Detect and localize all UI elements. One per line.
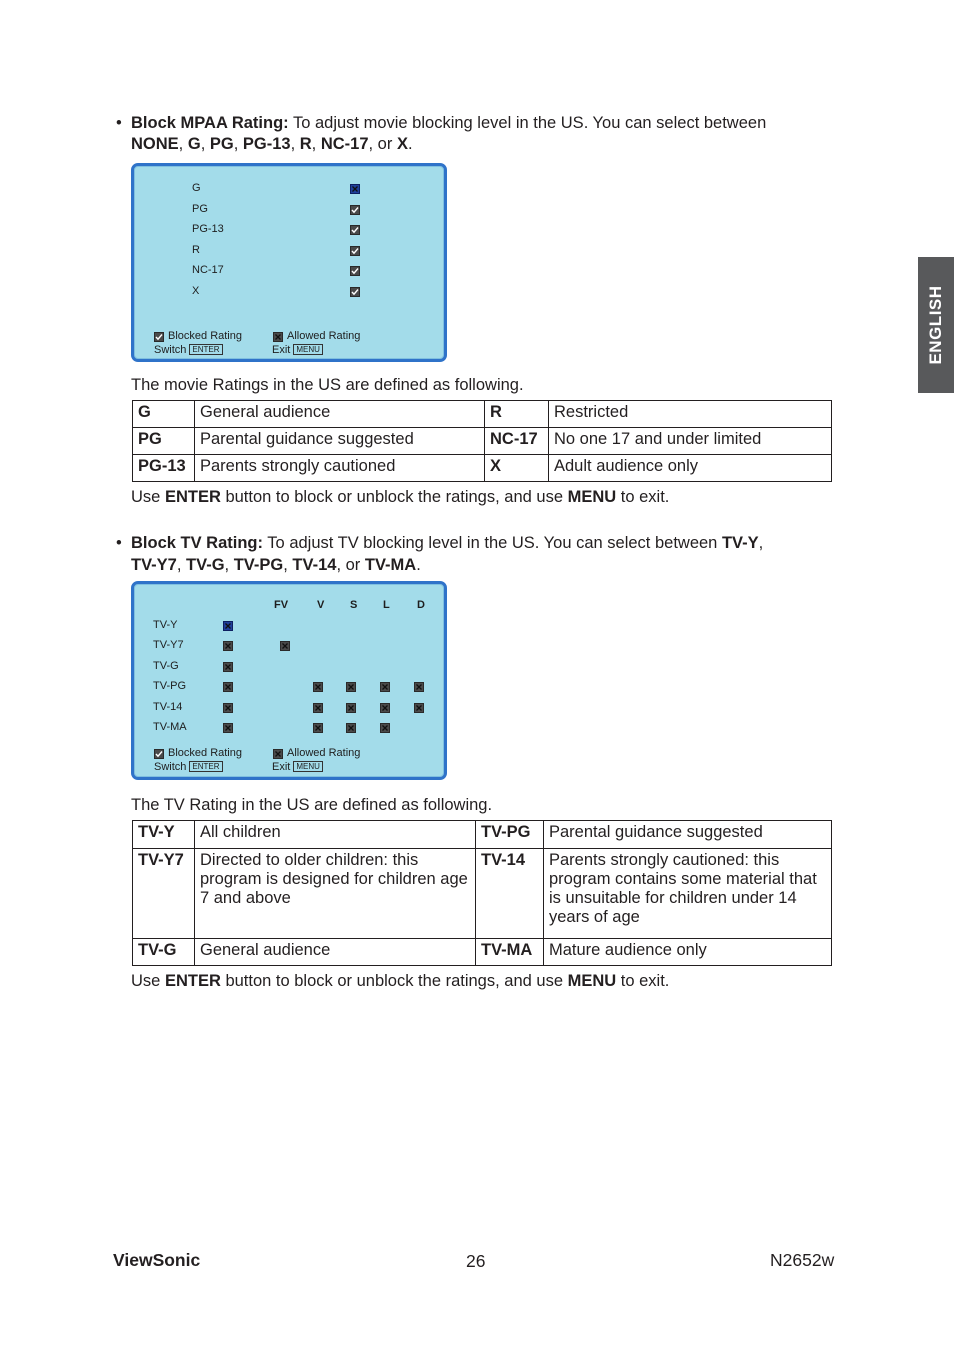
table-row	[133, 401, 832, 428]
mpaa-intro-text: To adjust movie blocking level in the US. You can select between	[288, 114, 767, 132]
osd-row-checkbox[interactable]	[223, 703, 233, 713]
osd-row-checkbox[interactable]	[350, 184, 360, 194]
enter-key-tag: ENTER	[189, 761, 222, 772]
osd-row-label: TV-G	[153, 659, 179, 672]
osd-row-label: NC-17	[192, 264, 224, 276]
bold-term: X	[396, 135, 408, 153]
osd-column-header: S	[350, 599, 358, 611]
rating-description-cell: Parents strongly cautioned: this program contains some material that is unsuitable for children under 14 years of age	[544, 849, 832, 939]
bold-term: PG	[209, 135, 234, 153]
mpaa-bullet: •	[116, 114, 122, 132]
rating-code-cell: TV-14	[476, 849, 544, 939]
bold-term: R	[299, 135, 312, 153]
osd-row-label: PG-13	[192, 223, 224, 235]
rating-code-cell: PG	[133, 428, 195, 455]
text-run: .	[407, 135, 413, 153]
legend-blocked-label: Blocked Rating	[168, 330, 242, 342]
tv-use-line	[131, 971, 669, 992]
osd-cell-checkbox[interactable]	[313, 703, 323, 713]
rating-description-cell: Adult audience only	[549, 455, 832, 482]
mpaa-intro	[131, 113, 831, 134]
language-side-tab	[918, 257, 954, 393]
osd-row-checkbox[interactable]	[223, 723, 233, 733]
footer-brand: ViewSonic	[113, 1250, 201, 1270]
rating-description-cell: Directed to older children: this program is designed for children age 7 and above	[195, 849, 476, 939]
text-run: button to block or unblock the ratings, and use	[220, 972, 568, 990]
rating-description-cell: General audience	[195, 939, 476, 966]
osd-cell-checkbox[interactable]	[346, 703, 356, 713]
blocked-check-icon	[154, 749, 164, 759]
text-run: ,	[200, 135, 210, 153]
osd-cell-checkbox[interactable]	[380, 723, 390, 733]
bold-term: ENTER	[164, 488, 221, 506]
text-run: ,	[224, 556, 234, 574]
tv-intro-runs	[263, 534, 763, 552]
osd-column-header: D	[417, 599, 425, 611]
osd-column-header: V	[317, 599, 325, 611]
rating-description-cell: Mature audience only	[544, 939, 832, 966]
allowed-x-icon	[273, 332, 283, 342]
legend-allowed-label: Allowed Rating	[287, 747, 361, 759]
exit-hint: Exit MENU	[272, 761, 323, 773]
footer-model: N2652w	[770, 1250, 835, 1270]
rating-code-cell: TV-Y	[133, 821, 195, 849]
text-run: .	[416, 556, 421, 574]
tv-rating-table	[132, 820, 832, 966]
footer-page-number: 26	[466, 1251, 486, 1271]
tv-options-line	[131, 555, 421, 576]
bold-term: TV-G	[186, 556, 225, 574]
text-run: ,	[178, 135, 188, 153]
osd-cell-checkbox[interactable]	[346, 682, 356, 692]
mpaa-use-line	[131, 487, 669, 508]
text-run: to exit.	[616, 488, 670, 506]
text-run: ,	[176, 556, 187, 574]
mpaa-rating-table	[132, 400, 832, 482]
text-run: , or	[368, 135, 397, 153]
text-run: , or	[336, 556, 365, 574]
osd-row-checkbox[interactable]	[350, 225, 360, 235]
bold-term: MENU	[567, 972, 617, 990]
osd-row-checkbox[interactable]	[223, 621, 233, 631]
text-run: ,	[758, 534, 764, 552]
rating-description-cell: Parental guidance suggested	[544, 821, 832, 849]
osd-row-label: TV-PG	[153, 680, 187, 693]
osd-cell-checkbox[interactable]	[313, 682, 323, 692]
rating-code-cell: G	[133, 401, 195, 428]
osd-cell-checkbox[interactable]	[414, 703, 424, 713]
rating-description-cell: Parents strongly cautioned	[195, 455, 485, 482]
osd-column-header: FV	[274, 599, 289, 611]
bold-term: ENTER	[164, 972, 221, 990]
osd-row-checkbox[interactable]	[350, 246, 360, 256]
osd-cell-checkbox[interactable]	[380, 703, 390, 713]
switch-hint: Switch ENTER	[154, 761, 223, 773]
osd-column-header: L	[383, 599, 390, 611]
osd-row-checkbox[interactable]	[223, 641, 233, 651]
osd-cell-checkbox[interactable]	[380, 682, 390, 692]
rating-code-cell: R	[485, 401, 549, 428]
rating-code-cell: TV-PG	[476, 821, 544, 849]
osd-row-label: TV-14	[153, 700, 183, 713]
rating-code-cell: PG-13	[133, 455, 195, 482]
text-run: Use	[131, 972, 165, 990]
mpaa-options-line	[131, 134, 413, 155]
bold-term: G	[187, 135, 201, 153]
osd-cell-checkbox[interactable]	[346, 723, 356, 733]
bold-term: MENU	[567, 488, 617, 506]
enter-key-tag: ENTER	[189, 344, 222, 355]
tv-bullet: •	[116, 534, 122, 552]
osd-row-checkbox[interactable]	[223, 682, 233, 692]
legend-allowed-label: Allowed Rating	[287, 330, 361, 342]
osd-row-label: TV-Y7	[153, 639, 184, 652]
allowed-x-icon	[273, 749, 283, 759]
table-row	[133, 428, 832, 455]
text-run: button to block or unblock the ratings, and use	[220, 488, 568, 506]
osd-row-checkbox[interactable]	[350, 287, 360, 297]
osd-row-checkbox[interactable]	[223, 662, 233, 672]
rating-description-cell: General audience	[195, 401, 485, 428]
bold-term: TV-PG	[233, 556, 284, 574]
text-run: Use	[131, 488, 165, 506]
osd-row-label: TV-MA	[153, 721, 187, 733]
text-run: ,	[290, 135, 300, 153]
switch-hint: Switch ENTER	[154, 344, 223, 356]
bold-term: NONE	[131, 135, 179, 153]
rating-code-cell: TV-MA	[476, 939, 544, 966]
tv-defined-text: The TV Rating in the US are defined as following.	[131, 796, 493, 814]
tv-osd-panel	[131, 581, 447, 780]
osd-cell-checkbox[interactable]	[313, 723, 323, 733]
rating-code-cell: X	[485, 455, 549, 482]
osd-cell-checkbox[interactable]	[414, 682, 424, 692]
table-row	[133, 821, 832, 849]
rating-description-cell: Restricted	[549, 401, 832, 428]
osd-row-label: R	[192, 243, 200, 256]
mpaa-defined-text: The movie Ratings in the US are defined as following.	[131, 376, 524, 394]
tv-intro	[131, 533, 831, 554]
osd-row-label: TV-Y	[153, 619, 178, 631]
menu-key-tag: MENU	[293, 344, 323, 355]
osd-row-label: PG	[192, 202, 208, 215]
language-tab-label: ENGLISH	[926, 285, 945, 365]
text-run: To adjust TV blocking level in the US. You can select between	[263, 534, 722, 552]
menu-key-tag: MENU	[293, 761, 323, 772]
blocked-check-icon	[154, 332, 164, 342]
bold-term: NC-17	[320, 135, 369, 153]
rating-description-cell: Parental guidance suggested	[195, 428, 485, 455]
rating-description-cell: No one 17 and under limited	[549, 428, 832, 455]
table-row	[133, 849, 832, 939]
osd-row-checkbox[interactable]	[350, 205, 360, 215]
legend-blocked-label: Blocked Rating	[168, 747, 242, 759]
exit-hint: Exit MENU	[272, 344, 323, 356]
rating-description-cell: All children	[195, 821, 476, 849]
table-row	[133, 455, 832, 482]
rating-code-cell: TV-G	[133, 939, 195, 966]
text-run: ,	[233, 135, 243, 153]
osd-row-label: G	[192, 182, 201, 194]
osd-row-label: X	[192, 284, 200, 297]
bold-term: TV-Y	[721, 534, 759, 552]
rating-code-cell: TV-Y7	[133, 849, 195, 939]
table-row	[133, 939, 832, 966]
tv-heading: Block TV Rating:	[131, 534, 264, 552]
osd-row-checkbox[interactable]	[350, 266, 360, 276]
mpaa-osd-panel	[131, 163, 447, 362]
bold-term: PG-13	[242, 135, 291, 153]
text-run: to exit.	[616, 972, 670, 990]
rating-code-cell: NC-17	[485, 428, 549, 455]
mpaa-heading: Block MPAA Rating:	[131, 114, 289, 132]
text-run: ,	[283, 556, 293, 574]
text-run: ,	[311, 135, 321, 153]
bold-term: TV-Y7	[131, 556, 177, 574]
osd-cell-checkbox[interactable]	[280, 641, 290, 651]
bold-term: TV-14	[292, 556, 337, 574]
bold-term: TV-MA	[364, 556, 417, 574]
